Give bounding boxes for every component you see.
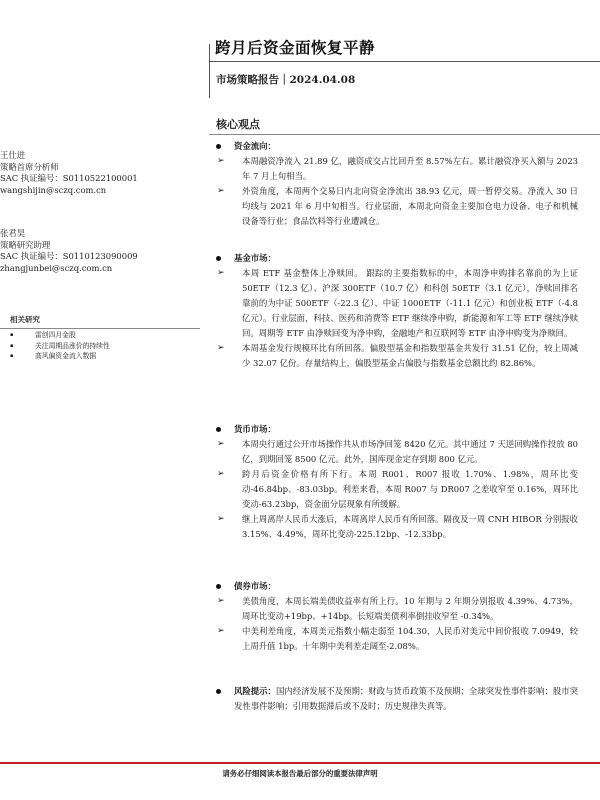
report-title: 跨月后资金面恢复平静: [215, 38, 376, 57]
related-research-item[interactable]: ▪ 雷创四月金股: [10, 330, 110, 341]
section-item: ➢ 本周央行通过公开市场操作共从市场净回笼 8420 亿元。其中通过 7 天逆回购操作投放 80 亿，到期回笼 8500 亿元。此外，国库现金定存到期 800 亿元。: [217, 439, 578, 464]
section-heading: 债券市场：: [216, 579, 578, 594]
section-bond-market: [216, 579, 578, 654]
related-research-item[interactable]: ▪ 高风偏资金流入数据: [10, 351, 110, 362]
header-divider: [209, 61, 600, 62]
section-item: ➢ 外资角度，本周两个交易日内北向资金净流出 38.93 亿元，周一暂停交易。净流入 30 日均线与 2021 年 6 月中旬相当。行业层面，本周北向资金主要加仓电力设备、电子和机械设备等行业；食品饮料等行业遭减仓。: [217, 186, 578, 226]
footer-divider: [0, 762, 600, 764]
analyst-role: 策略首席分析师: [0, 161, 59, 172]
bullet-dot-icon: [216, 427, 221, 432]
analyst-card: [0, 228, 200, 274]
bullet-dot-icon: [216, 144, 221, 149]
analyst-license: SAC 执证编号：S0110123090009: [0, 251, 138, 262]
related-research-item[interactable]: ▪ 关注周期品涨价的持续性: [10, 341, 110, 352]
content-divider: [209, 134, 600, 135]
section-money-market: [216, 422, 578, 542]
arrow-bullet-icon: ➢: [217, 268, 225, 278]
analyst-email: zhangjunbei@sczq.com.cn: [0, 262, 113, 273]
section-item: ➢ 本周 ETF 基金整体上净赎回。 跟踪的主要指数标的中，本周净申购排名靠前的为上证 50ETF（12.3 亿）、沪深 300ETF（10.7 亿）和科创 50ETF（3.1 亿元），净赎回排名靠前的为中证 500ETF（-22.3 亿）、中证 1000ETF（-11.1 亿元）和创业板 ETF（-4.8 亿元）。行业层面，科技、医药和消费等 ETF 继续净申购，新能源和军工等 ETF 继续净赎回。周期等 ETF 由净赎回变为净申购，金融地产和互联网等 ETF 由净申购变为净赎回。: [217, 268, 578, 338]
risk-warning-text: 国内经济发展不及预期；财政与货币政策不及预期；全球突发性事件影响；股市突发性事件影响；引用数据滞后或不及时；历史规律失真等。: [234, 686, 578, 711]
analyst-license: SAC 执证编号：S0110522100001: [0, 173, 138, 184]
analyst-card: [0, 150, 200, 196]
analyst-role: 策略研究助理: [0, 239, 51, 250]
arrow-bullet-icon: ➢: [217, 343, 225, 353]
analyst-name: 王仕进: [0, 150, 26, 160]
section-heading: 基金市场：: [216, 251, 578, 266]
risk-warning-label: 风险提示：: [234, 686, 276, 696]
section-heading: 货币市场：: [216, 422, 578, 437]
section-capital-flow: [216, 139, 578, 229]
bullet-dot-icon: [216, 256, 221, 261]
arrow-bullet-icon: ➢: [217, 626, 225, 636]
bullet-dot-icon: [216, 584, 221, 589]
arrow-bullet-icon: ➢: [217, 514, 225, 524]
bullet-dot-icon: [216, 689, 221, 694]
footer-disclaimer: 请务必仔细阅读本报告最后部分的重要法律声明: [222, 769, 378, 778]
related-research-heading: 相关研究: [10, 315, 40, 324]
core-views-title: 核心观点: [216, 118, 260, 131]
section-item: ➢ 中美利差角度，本周美元指数小幅走弱至 104.30，人民币对美元中间价报收 7.0949，较上周升值 1bp。十年期中美利差走阔至-2.08%。: [217, 626, 578, 651]
related-research-list: [10, 330, 110, 362]
section-item: ➢ 本周融资净流入 21.89 亿，融资成交占比回升至 8.57%左右。累计融资净买入额与 2023 年 7 月上旬相当。: [217, 156, 578, 181]
section-item: ➢ 美债角度，本周长端美债收益率有所上行。10 年期与 2 年期分别报收 4.39%、4.73%，周环比变动+19bp、+14bp。长短端美债利率倒挂收窄至 -0.34%。: [217, 596, 578, 621]
risk-warning: [216, 684, 578, 714]
analyst-name: 张君昊: [0, 228, 26, 238]
arrow-bullet-icon: ➢: [217, 186, 225, 196]
related-research-divider: [0, 328, 200, 329]
analyst-email: wangshijin@sczq.com.cn: [0, 184, 107, 195]
arrow-bullet-icon: ➢: [217, 596, 225, 606]
section-heading: 资金流向：: [216, 139, 578, 154]
section-item: ➢ 跨月后资金价格有所下行。本周 R001、R007 报收 1.70%、1.98%，周环比变动-46.84bp、-83.03bp。利差来看，本周 R007 与 DR007 之差收窄至 0.16%，周环比变动-63.23bp，资金面分层现象有所缓解。: [217, 469, 578, 509]
arrow-bullet-icon: ➢: [217, 469, 225, 479]
arrow-bullet-icon: ➢: [217, 439, 225, 449]
report-subtitle: 市场策略报告｜2024.04.08: [216, 74, 356, 86]
section-item: ➢ 继上周离岸人民币大涨后，本周离岸人民币有所回落。隔夜及一周 CNH HIBOR 分别报收 3.15%、4.49%，周环比变动-225.12bp、-12.33bp。: [217, 514, 578, 539]
section-fund-market: [216, 251, 578, 371]
section-item: ➢ 本周基金发行规模环比有所回落。偏股型基金和指数型基金共发行 31.51 亿份，较上周减少 32.07 亿份。存量结构上，偏股型基金占偏股与指数基金总额比约 82.86%。: [217, 343, 578, 368]
arrow-bullet-icon: ➢: [217, 156, 225, 166]
header-vertical-rule: [209, 44, 210, 98]
